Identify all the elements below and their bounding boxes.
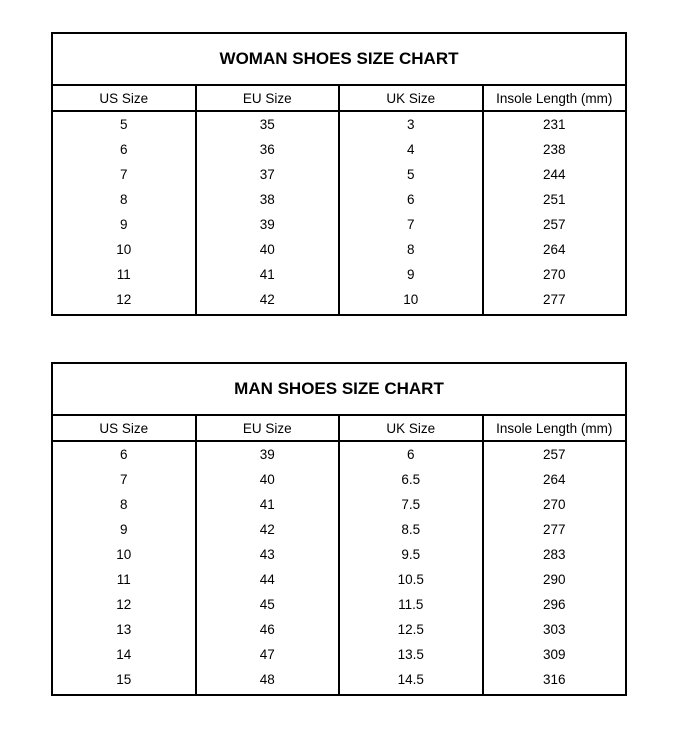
eu-size-cell: 41	[196, 492, 340, 517]
uk-size-cell: 12.5	[339, 617, 483, 642]
uk-size-cell: 7.5	[339, 492, 483, 517]
us-size-cell: 6	[119, 447, 128, 462]
insole-length-cell: 238	[483, 137, 627, 162]
table-row	[52, 212, 626, 237]
eu-size-cell: 39	[196, 212, 340, 237]
uk-size-cell: 10	[339, 287, 483, 315]
table-row	[52, 287, 626, 315]
table-row	[52, 467, 626, 492]
uk-size-cell: 7	[339, 212, 483, 237]
insole-length-cell: 296	[483, 592, 627, 617]
uk-size-cell: 14.5	[339, 667, 483, 695]
uk-size-cell: 9.5	[339, 542, 483, 567]
uk-size-cell: 11.5	[339, 592, 483, 617]
insole-length-cell: 251	[483, 187, 627, 212]
us-size-cell: 11	[116, 572, 131, 587]
insole-length-cell: 264	[483, 237, 627, 262]
table-row	[52, 517, 626, 542]
table-row	[52, 567, 626, 592]
insole-length-cell: 244	[483, 162, 627, 187]
eu-size-cell: 41	[196, 262, 340, 287]
eu-size-cell: 36	[196, 137, 340, 162]
eu-size-cell: 37	[196, 162, 340, 187]
insole-length-cell: 270	[483, 262, 627, 287]
us-size-cell: 9	[119, 522, 128, 537]
uk-size-cell: 8	[339, 237, 483, 262]
us-size-cell: 14	[116, 647, 132, 662]
us-size-cell: 13	[116, 622, 132, 637]
us-size-cell: 11	[116, 267, 131, 282]
uk-size-cell: 5	[339, 162, 483, 187]
table-row	[52, 617, 626, 642]
eu-size-cell: 35	[196, 111, 340, 137]
uk-size-cell: 9	[339, 262, 483, 287]
eu-size-cell: 43	[196, 542, 340, 567]
insole-length-cell: 257	[483, 212, 627, 237]
insole-length-cell: 270	[483, 492, 627, 517]
uk-size-cell: 13.5	[339, 642, 483, 667]
eu-size-cell: 40	[196, 237, 340, 262]
column-header-eu-size: EU Size	[196, 415, 340, 441]
insole-length-cell: 231	[483, 111, 627, 137]
us-size-cell: 6	[119, 142, 128, 157]
column-header-us-size: US Size	[52, 415, 196, 441]
insole-length-cell: 283	[483, 542, 627, 567]
man-header-row	[52, 415, 626, 441]
uk-size-cell: 6	[339, 187, 483, 212]
table-row	[52, 237, 626, 262]
table-row	[52, 667, 626, 695]
insole-length-cell: 264	[483, 467, 627, 492]
eu-size-cell: 48	[196, 667, 340, 695]
column-header-uk-size: UK Size	[339, 415, 483, 441]
us-size-cell: 12	[116, 292, 132, 307]
table-row	[52, 542, 626, 567]
uk-size-cell: 10.5	[339, 567, 483, 592]
column-header-eu-size: EU Size	[196, 85, 340, 111]
us-size-cell: 9	[119, 217, 128, 232]
insole-length-cell: 277	[483, 517, 627, 542]
insole-length-cell: 277	[483, 287, 627, 315]
table-row	[52, 187, 626, 212]
table-row	[52, 111, 626, 137]
eu-size-cell: 44	[196, 567, 340, 592]
insole-length-cell: 290	[483, 567, 627, 592]
us-size-cell: 10	[116, 242, 132, 257]
table-row	[52, 137, 626, 162]
insole-length-cell: 257	[483, 441, 627, 467]
woman-chart-title: WOMAN SHOES SIZE CHART	[52, 33, 626, 85]
insole-length-cell: 316	[483, 667, 627, 695]
uk-size-cell: 6	[339, 441, 483, 467]
us-size-cell: 7	[119, 472, 128, 487]
us-size-cell: 15	[116, 672, 132, 687]
us-size-cell: 10	[116, 547, 132, 562]
eu-size-cell: 46	[196, 617, 340, 642]
us-size-cell: 8	[119, 497, 128, 512]
column-header-insole-length: Insole Length (mm)	[483, 415, 627, 441]
uk-size-cell: 4	[339, 137, 483, 162]
uk-size-cell: 8.5	[339, 517, 483, 542]
uk-size-cell: 6.5	[339, 467, 483, 492]
eu-size-cell: 39	[196, 441, 340, 467]
eu-size-cell: 47	[196, 642, 340, 667]
eu-size-cell: 38	[196, 187, 340, 212]
table-row	[52, 642, 626, 667]
woman-header-row	[52, 85, 626, 111]
insole-length-cell: 303	[483, 617, 627, 642]
table-row	[52, 592, 626, 617]
table-row	[52, 262, 626, 287]
insole-length-cell: 309	[483, 642, 627, 667]
us-size-cell: 12	[116, 597, 132, 612]
table-row	[52, 492, 626, 517]
us-size-cell: 7	[119, 167, 128, 182]
column-header-insole-length: Insole Length (mm)	[483, 85, 627, 111]
man-chart-title: MAN SHOES SIZE CHART	[52, 363, 626, 415]
eu-size-cell: 42	[196, 287, 340, 315]
us-size-cell: 5	[119, 117, 128, 132]
table-row	[52, 162, 626, 187]
eu-size-cell: 42	[196, 517, 340, 542]
eu-size-cell: 45	[196, 592, 340, 617]
us-size-cell: 8	[119, 192, 128, 207]
man-size-chart	[51, 362, 627, 696]
column-header-us-size: US Size	[52, 85, 196, 111]
column-header-uk-size: UK Size	[339, 85, 483, 111]
woman-size-chart	[51, 32, 627, 316]
uk-size-cell: 3	[339, 111, 483, 137]
table-row	[52, 441, 626, 467]
eu-size-cell: 40	[196, 467, 340, 492]
